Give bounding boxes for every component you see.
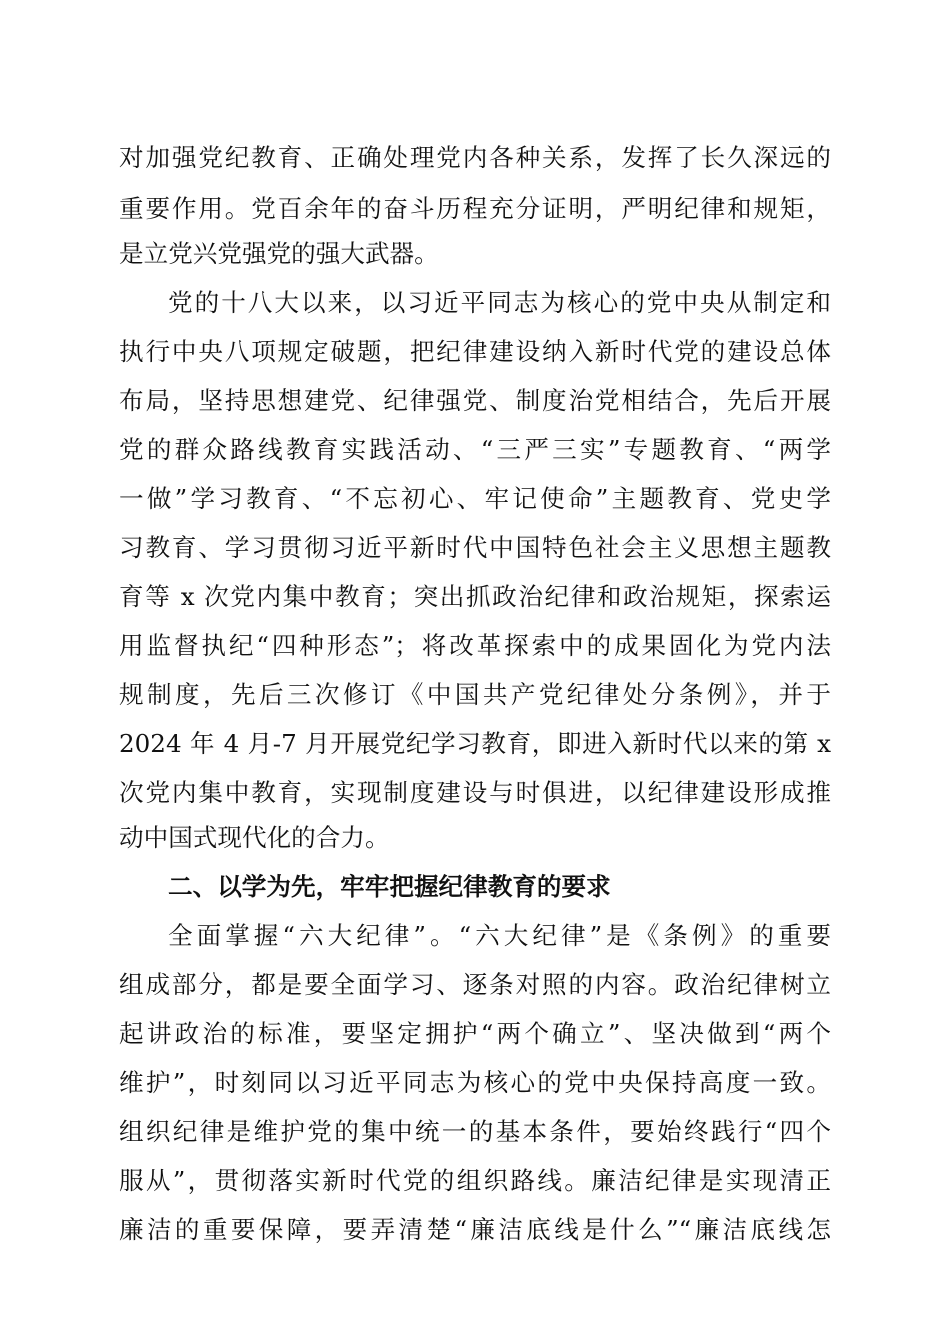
paragraph-line: 起讲政治的标准，要坚定拥护“两个确立”、坚决做到“两个 [119, 1019, 831, 1048]
paragraph-line: 育等 x 次党内集中教育；突出抓政治纪律和政治规矩，探索运 [119, 582, 831, 611]
paragraph-line: 习教育、学习贯彻习近平新时代中国特色社会主义思想主题教 [119, 533, 831, 562]
paragraph-line: 是立党兴党强党的强大武器。 [119, 239, 439, 268]
section-heading: 二、以学为先，牢牢把握纪律教育的要求 [168, 872, 611, 901]
paragraph-line: 对加强党纪教育、正确处理党内各种关系，发挥了长久深远的 [119, 143, 831, 172]
paragraph-line: 党的十八大以来，以习近平同志为核心的党中央从制定和 [168, 288, 831, 317]
paragraph-line: 2024 年 4 月-7 月开展党纪学习教育，即进入新时代以来的第 x [119, 729, 831, 758]
paragraph-line: 组成部分，都是要全面学习、逐条对照的内容。政治纪律树立 [119, 970, 831, 999]
paragraph-line: 规制度，先后三次修订《中国共产党纪律处分条例》，并于 [119, 680, 831, 709]
paragraph-line: 动中国式现代化的合力。 [119, 823, 390, 852]
paragraph-line: 服从”，贯彻落实新时代党的组织路线。廉洁纪律是实现清正 [119, 1166, 831, 1195]
paragraph-line: 党的群众路线教育实践活动、“三严三实”专题教育、“两学 [119, 435, 831, 464]
paragraph-line: 次党内集中教育，实现制度建设与时俱进，以纪律建设形成推 [119, 778, 831, 807]
paragraph-line: 全面掌握“六大纪律”。“六大纪律”是《条例》的重要 [168, 921, 831, 950]
paragraph-line: 用监督执纪“四种形态”；将改革探索中的成果固化为党内法 [119, 631, 831, 660]
paragraph-line: 组织纪律是维护党的集中统一的基本条件，要始终践行“四个 [119, 1117, 831, 1146]
paragraph-line: 重要作用。党百余年的奋斗历程充分证明，严明纪律和规矩， [119, 194, 831, 223]
paragraph-line: 执行中央八项规定破题，把纪律建设纳入新时代党的建设总体 [119, 337, 831, 366]
paragraph-line: 一做”学习教育、“不忘初心、牢记使命”主题教育、党史学 [119, 484, 831, 513]
paragraph-line: 维护”，时刻同以习近平同志为核心的党中央保持高度一致。 [119, 1068, 831, 1097]
paragraph-line: 廉洁的重要保障，要弄清楚“廉洁底线是什么”“廉洁底线怎 [119, 1215, 831, 1244]
paragraph-line: 布局，坚持思想建党、纪律强党、制度治党相结合，先后开展 [119, 386, 831, 415]
